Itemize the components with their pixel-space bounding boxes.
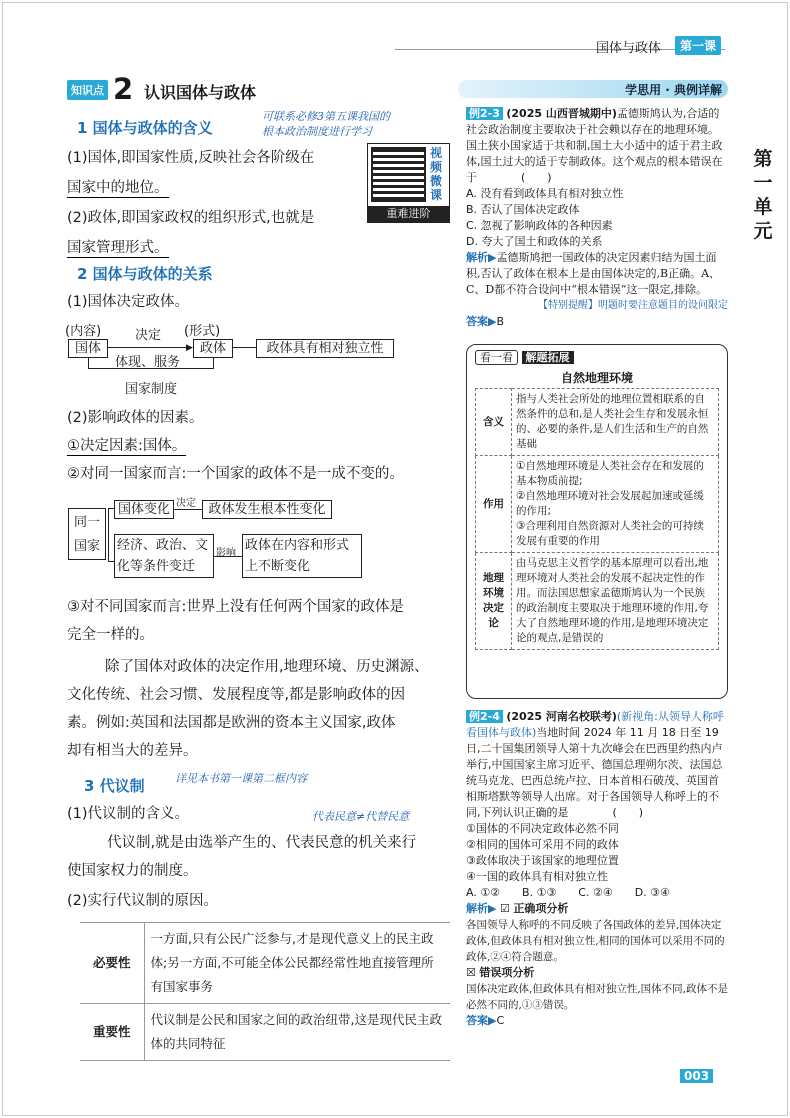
d1-arrow-2 — [233, 347, 256, 348]
d1-form-label: (形式) — [184, 324, 221, 339]
d2-decide: 决定 — [176, 498, 196, 509]
correct-analysis-text: 各国领导人称呼的不同反映了各国政体的差异,国体决定政体,但政体具有相对独立性,相同的国体可以采用不同的政体,②④符合题意。 — [466, 919, 725, 963]
cross-icon: ☒ — [466, 966, 476, 979]
ext-value-2b: ②自然地理环境对社会发展起加速或延缓的作用; — [516, 490, 704, 517]
para-5 — [67, 436, 453, 456]
para-8a: 除了国体对政体的决定作用,地理环境、历史渊源、 — [105, 659, 429, 675]
example-1 — [466, 106, 728, 330]
d2-influence: 影响 — [216, 548, 236, 559]
option-c: C. 忽视了影响政体的各种因素 — [466, 219, 613, 232]
extension-box — [466, 344, 728, 699]
ext-value-3: 由马克思主义哲学的基本原理可以看出,地理环境对人类社会的发展不起决定性的作用。而法国思想家孟德斯鸠认为一个民族的政治制度主要取决于地理环境的作用,夸大了自然地理环境的作用,是地理环境决定论的观点,是错误的 — [512, 553, 719, 650]
para-2b-text: 国家管理形式。 — [67, 240, 169, 256]
table-row — [476, 553, 719, 650]
d2-arrow-2 — [214, 556, 242, 557]
unit-tab: 第一单元 — [753, 148, 773, 242]
d2-arrow-1 — [174, 509, 202, 510]
para-2a: (2)政体,即国家政权的组织形式,也就是 — [67, 210, 315, 226]
row-key-necessity: 必要性 — [80, 923, 144, 1004]
d1-serve-label: 体现、服务 — [115, 355, 181, 370]
d1-guoti-box: 国体 — [68, 339, 108, 358]
statement-2: ②相同的国体可采用不同的政体 — [466, 838, 619, 851]
para-10a: 代议制,就是由选举产生的、代表民意的机关来行 — [107, 835, 417, 851]
table-row — [476, 389, 719, 456]
ext-key-2: 作用 — [476, 456, 512, 553]
diagram-1 — [60, 318, 400, 398]
analysis-label-2: 解析▶ — [466, 902, 497, 915]
example-2-tag: 例2-4 — [466, 710, 503, 723]
qr-code-icon[interactable] — [371, 147, 426, 202]
right-header — [458, 80, 728, 98]
d1-content-label: (内容) — [65, 324, 102, 339]
example-1-tag: 例2-3 — [466, 107, 503, 120]
table-row — [80, 1004, 450, 1061]
d2-evolve: 政体在内容和形式上不断变化 — [242, 534, 362, 578]
correct-analysis-label: 正确项分析 — [513, 902, 569, 915]
para-2b — [67, 238, 453, 258]
option-d: D. 夸大了国土和政体的关系 — [466, 235, 603, 248]
heading-3: 3 代议制 — [84, 777, 145, 795]
option-a: A. 没有看到政体具有相对独立性 — [466, 187, 624, 200]
d2-guoti-change: 国体变化 — [114, 500, 174, 519]
example-2-question: 当地时间 2024 年 11 月 18 日至 19 日,二十国集团领导人第十九次峰会在巴西里约热内卢举行,中国国家主席习近平、德国总理朔尔茨、法国总统马克龙、巴西总统卢拉、日本首相石破茂、英国首相斯塔默等领导人出席。对于各国领导人称呼上的不同,下列认识正确的是 ( ) — [466, 726, 723, 819]
table-row — [476, 456, 719, 553]
para-8c: 素。例如:英国和法国都是欧洲的资本主义国家,政体 — [67, 715, 396, 731]
para-7b: 完全一样的。 — [67, 627, 154, 643]
heading-2: 2 国体与政体的关系 — [77, 265, 213, 283]
example-2-view: (新视角:从领导人称呼看国体与政体) — [466, 710, 724, 739]
lesson-badge: 第一课 — [675, 36, 721, 55]
example-1-question: 孟德斯鸠认为,合适的社会政治制度主要取决于社会赖以存在的地理环境。国土狭小国家适于共和制,国土大小适中的适于君主政体,国土过大的适于专制政体。这个观点的根本错误在于 ( ) — [466, 107, 723, 184]
d1-state-system: 国家制度 — [125, 382, 178, 397]
choices: A. ①② B. ①③ C. ②④ D. ③④ — [466, 886, 670, 899]
statement-3: ③政体取决于该国家的地理位置 — [466, 854, 619, 867]
ext-value-2 — [512, 456, 719, 553]
para-6: ②对同一国家而言:一个国家的政体不是一成不变的。 — [67, 466, 404, 482]
statement-4: ④一国的政体具有相对独立性 — [466, 870, 608, 883]
para-8b: 文化传统、社会习惯、发展程度等,都是影响政体的因 — [67, 687, 406, 703]
ext-value-1: 指与人类社会所处的地理位置相联系的自然条件的总和,是人类社会生存和发展永恒的、必要的条件,是人们生活和生产的自然基础 — [512, 389, 719, 456]
extension-title: 自然地理环境 — [560, 371, 633, 385]
answer-value-2: C — [496, 1014, 505, 1027]
handwritten-note-1b: 根本政治制度进行学习 — [262, 125, 372, 138]
handwritten-note-2: 详见本书第一课第二框内容 — [175, 772, 307, 785]
d1-arrow — [108, 347, 192, 348]
knowledge-title: 认识国体与政体 — [144, 83, 257, 102]
analysis-text: 孟德斯鸠把一国政体的决定因素归结为国土面积,否认了政体在根本上是由国体决定的,B正确。A、C、D都不符合设问中“根本错误”这一限定,排除。 — [466, 251, 721, 296]
heading-1: 1 国体与政体的含义 — [77, 119, 213, 137]
row-value-necessity: 一方面,只有公民广泛参与,才是现代意义上的民主政体;另一方面,不可能全体公民都经常性地直接管理所有国家事务 — [144, 923, 450, 1004]
extension-table — [475, 388, 719, 650]
analysis-label: 解析▶ — [466, 251, 497, 264]
para-7a: ③对不同国家而言:世界上没有任何两个国家的政体是 — [67, 599, 404, 615]
d1-independence-box: 政体具有相对独立性 — [256, 339, 394, 358]
wrong-analysis-text: 国体决定政体,但政体具有相对独立性,国体不同,政体不是必然不同的,①③错误。 — [466, 983, 729, 1011]
header-title: 国体与政体 — [596, 41, 662, 56]
para-8d: 却有相当大的差异。 — [67, 743, 198, 759]
para-10b: 使国家权力的制度。 — [67, 863, 198, 879]
ext-key-1: 含义 — [476, 389, 512, 456]
d2-zhengti-change: 政体发生根本性变化 — [202, 500, 332, 519]
d1-zhengti-box: 政体 — [193, 339, 233, 358]
table-row — [80, 923, 450, 1004]
check-icon: ☑ — [499, 902, 510, 915]
page-number: 003 — [680, 1069, 713, 1083]
d2-conditions: 经济、政治、文化等条件变迁 — [114, 534, 214, 578]
qr-bottom-label: 重难进阶 — [368, 206, 449, 222]
extension-tag: 解题拓展 — [522, 351, 574, 364]
answer-label: 答案▶ — [466, 315, 497, 328]
para-3: (1)国体决定政体。 — [67, 294, 190, 310]
handwritten-note-3: 代表民意≠代替民意 — [312, 810, 410, 823]
tip-note: 【特别提醒】明题时要注意题目的设问限定 — [538, 300, 728, 311]
d1-bracket — [88, 357, 214, 369]
option-b: B. 否认了国体决定政体 — [466, 203, 580, 216]
para-4: (2)影响政体的因素。 — [67, 410, 204, 426]
qr-side-label: 视频微课 — [430, 146, 443, 202]
diagram-2 — [66, 494, 376, 584]
knowledge-badge: 知识点 — [67, 80, 108, 100]
row-key-importance: 重要性 — [80, 1004, 144, 1061]
statement-1: ①国体的不同决定政体必然不同 — [466, 822, 619, 835]
reasons-table — [80, 922, 450, 1061]
handwritten-note-1: 可联系必修3第五课我国的 — [262, 110, 390, 123]
knowledge-number: 2 — [113, 72, 134, 106]
right-header-text: 学思用 · 典例详解 — [625, 83, 722, 97]
para-5-text: ①决定因素:国体。 — [67, 438, 187, 454]
d2-country-box: 同一国家 — [68, 508, 106, 560]
ext-value-2c: ③合理利用自然资源对人类社会的可持续发展有重要的作用 — [516, 520, 704, 547]
example-1-source: (2025 山西晋城期中) — [506, 107, 617, 120]
wrong-analysis-label: 错误项分析 — [479, 966, 535, 979]
para-1a: (1)国体,即国家性质,反映社会各阶级在 — [67, 150, 315, 166]
qr-panel[interactable] — [367, 143, 450, 223]
answer-value: B — [496, 315, 505, 328]
ext-value-2a: ①自然地理环境是人类社会存在和发展的基本物质前提; — [516, 460, 704, 487]
para-9: (1)代议制的含义。 — [67, 806, 190, 822]
example-2 — [466, 709, 728, 1029]
d1-arrowhead-icon: ▶ — [186, 343, 193, 353]
ext-key-3: 地理环境决定论 — [476, 553, 512, 650]
row-value-importance: 代议制是公民和国家之间的政治纽带,这是现代民主政体的共同特征 — [144, 1004, 450, 1061]
d1-decide-label: 决定 — [135, 328, 162, 343]
example-2-source: (2025 河南名校联考) — [506, 710, 617, 723]
para-11: (2)实行代议制的原因。 — [67, 893, 219, 909]
answer-label-2: 答案▶ — [466, 1014, 497, 1027]
para-1b-text: 国家中的地位。 — [67, 180, 169, 196]
look-tag: 看一看 — [475, 350, 518, 365]
